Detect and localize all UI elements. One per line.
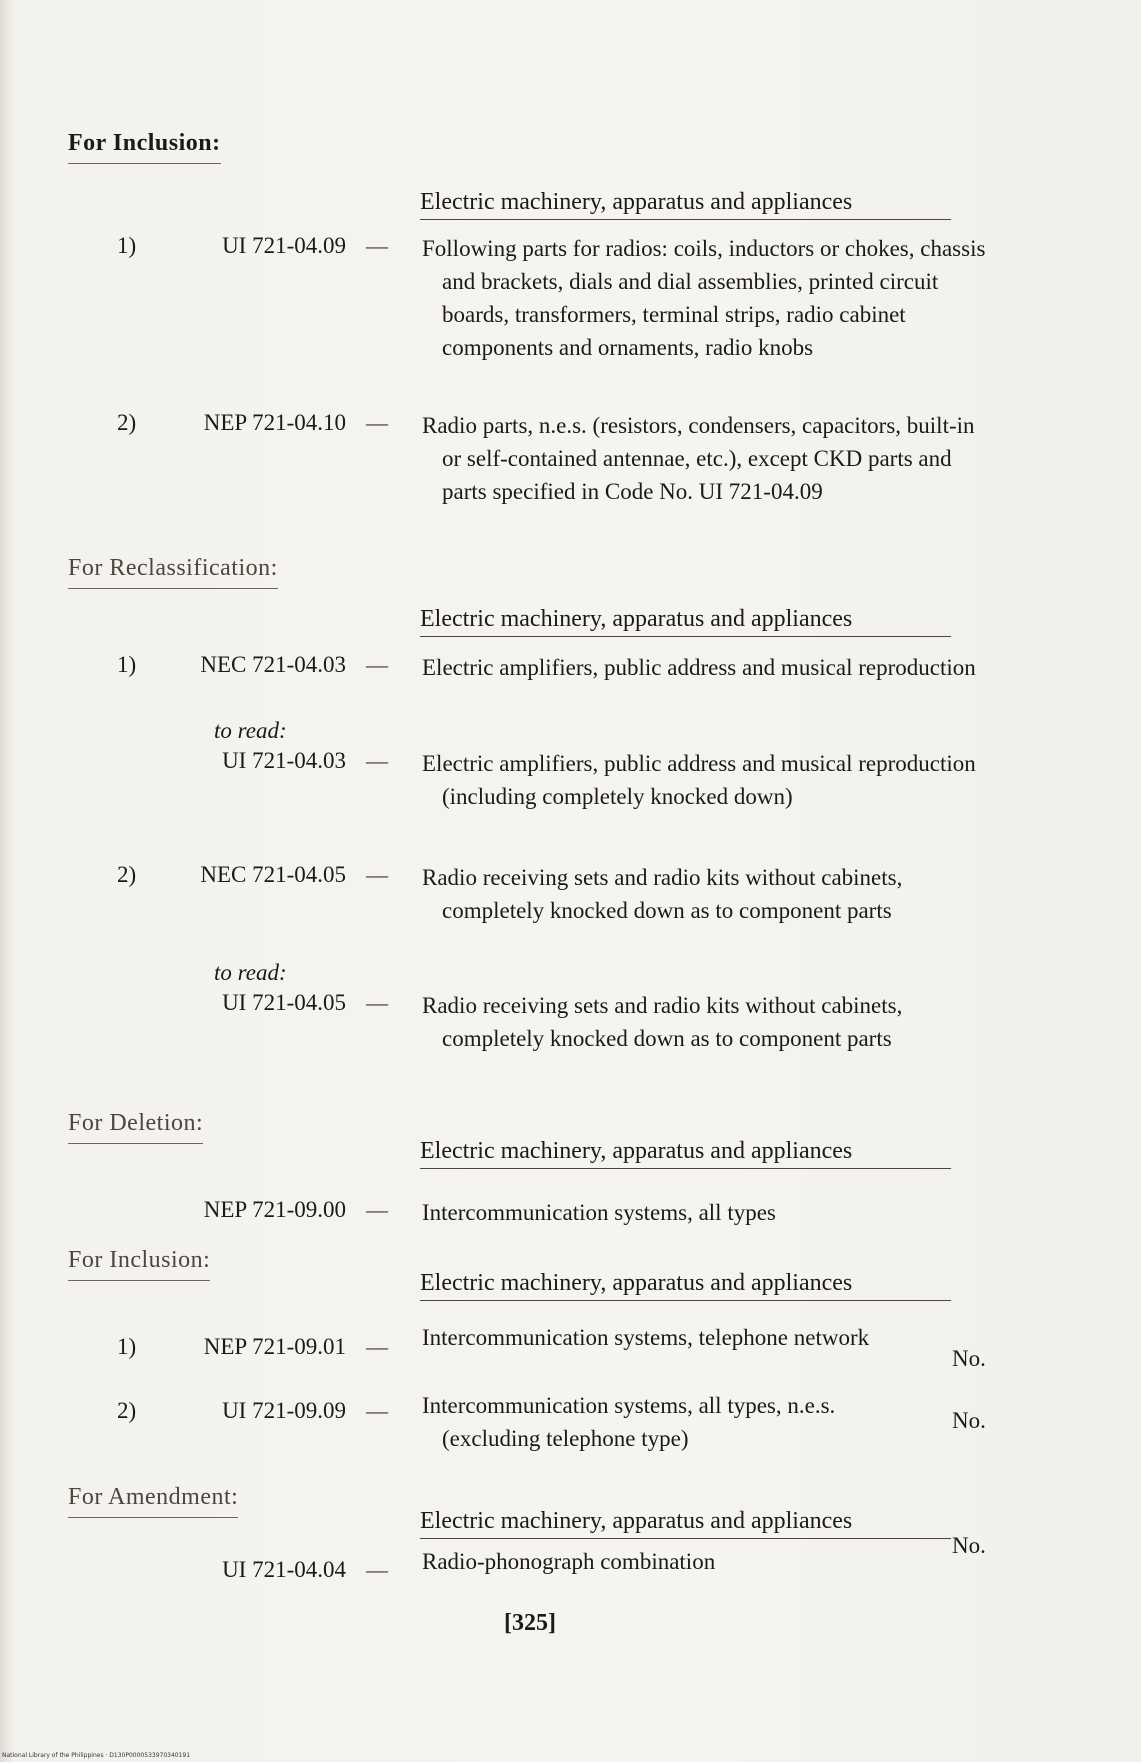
new-item-code: UI 721-04.03 (222, 748, 346, 773)
unit-label: No. (952, 1408, 986, 1433)
new-item-code: UI 721-04.05 (222, 990, 346, 1015)
item-code: UI 721-04.09 (222, 233, 346, 258)
item-code: NEC 721-04.03 (200, 652, 346, 677)
category-heading: Electric machinery, apparatus and appliances (420, 189, 951, 220)
section-heading-amendment: For Amendment: (68, 1484, 238, 1518)
to-read-label: to read: (214, 718, 287, 743)
item-number: 1) (117, 652, 137, 677)
item-number: 2) (117, 410, 137, 435)
scan-footer: National Library of the Philippines · D130P0000533970340191 (2, 1752, 191, 1759)
to-read-label: to read: (214, 960, 287, 985)
item-description: Radio receiving sets and radio kits without cabinets, completely knocked down as to component parts (422, 865, 903, 923)
new-item-description: Electric amplifiers, public address and musical reproduction (including completely knocked down) (422, 751, 976, 809)
section-heading-deletion: For Deletion: (68, 1110, 203, 1144)
category-heading: Electric machinery, apparatus and appliances (420, 1138, 951, 1169)
item-dash: — (366, 652, 388, 677)
item-code: UI 721-09.09 (222, 1398, 346, 1423)
item-dash: — (366, 410, 388, 435)
item-dash: — (366, 990, 388, 1015)
item-dash: — (366, 1398, 388, 1423)
item-dash: — (366, 1197, 388, 1222)
item-code: NEP 721-09.00 (203, 1197, 346, 1222)
item-description: Radio parts, n.e.s. (resistors, condensers, capacitors, built-in or self-contained antennae, etc.), except CKD parts and parts specified in Code No. UI 721-04.09 (422, 413, 975, 504)
category-heading: Electric machinery, apparatus and appliances (420, 1270, 951, 1301)
item-code: NEP 721-09.01 (203, 1334, 346, 1359)
item-number: 1) (117, 233, 137, 258)
item-description: Intercommunication systems, telephone network (422, 1325, 870, 1350)
unit-label: No. (952, 1533, 986, 1558)
item-dash: — (366, 233, 388, 258)
item-dash: — (366, 862, 388, 887)
category-heading: Electric machinery, apparatus and appliances (420, 606, 951, 637)
item-number: 1) (117, 1334, 137, 1359)
section-heading-inclusion: For Inclusion: (68, 1247, 210, 1281)
item-dash: — (366, 748, 388, 773)
item-description: Electric amplifiers, public address and musical reproduction (422, 655, 976, 680)
item-code: NEC 721-04.05 (200, 862, 346, 887)
section-heading-inclusion: For Inclusion: (68, 130, 221, 164)
item-description: Radio-phonograph combination (422, 1549, 716, 1574)
item-description: Intercommunication systems, all types, n.e.s. (excluding telephone type) (422, 1393, 836, 1451)
item-code: UI 721-04.04 (222, 1557, 346, 1582)
unit-label: No. (952, 1346, 986, 1371)
category-heading: Electric machinery, apparatus and appliances (420, 1508, 951, 1539)
item-description: Intercommunication systems, all types (422, 1200, 776, 1225)
item-code: NEP 721-04.10 (203, 410, 346, 435)
item-number: 2) (117, 1398, 137, 1423)
page-number: [325] (504, 1610, 556, 1636)
item-dash: — (366, 1334, 388, 1359)
item-number: 2) (117, 862, 137, 887)
new-item-description: Radio receiving sets and radio kits without cabinets, completely knocked down as to component parts (422, 993, 903, 1051)
item-dash: — (366, 1557, 388, 1582)
item-description: Following parts for radios: coils, inductors or chokes, chassis and brackets, dials and dial assemblies, printed circuit boards, transformers, terminal strips, radio cabinet components and ornaments, radio knobs (422, 236, 986, 360)
section-heading-reclassification: For Reclassification: (68, 555, 278, 589)
